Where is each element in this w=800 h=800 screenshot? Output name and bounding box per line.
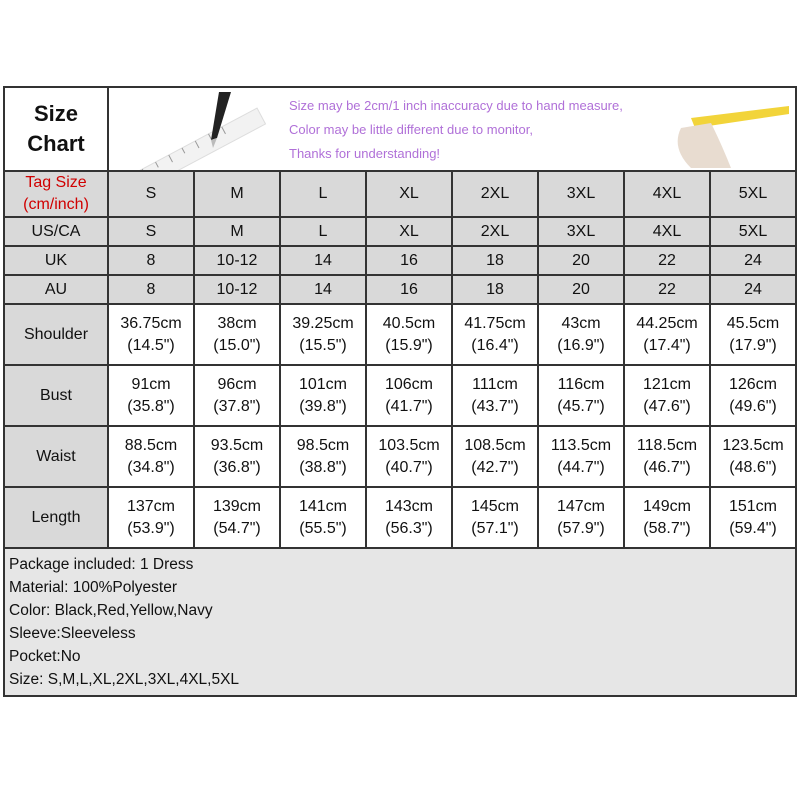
- cell-value: 20: [572, 280, 590, 298]
- measurement-row: [4, 487, 796, 548]
- notice-line: Color may be little different due to monitor,: [289, 122, 533, 137]
- table-cell: [280, 487, 366, 548]
- inch-value: (57.1"): [471, 519, 519, 537]
- inch-value: (17.9"): [729, 336, 777, 354]
- inch-value: (44.7"): [557, 458, 605, 476]
- table-cell: [538, 365, 624, 426]
- cm-value: 43cm: [561, 314, 601, 332]
- inch-value: (15.5"): [299, 336, 347, 354]
- cell-value: 16: [400, 280, 418, 298]
- note-line: Sleeve:Sleeveless: [9, 625, 136, 642]
- table-cell: [194, 365, 280, 426]
- pencil-ruler-icon: [119, 88, 279, 170]
- row-label-cell: [4, 275, 108, 304]
- inch-value: (16.4"): [471, 336, 519, 354]
- size-value: L: [318, 185, 328, 202]
- inch-value: (59.4"): [729, 519, 777, 537]
- cell-value: 22: [658, 251, 676, 269]
- table-cell: [280, 275, 366, 304]
- table-cell: [194, 304, 280, 365]
- table-cell: [280, 217, 366, 246]
- size-value: XL: [399, 185, 419, 202]
- inch-value: (58.7"): [643, 519, 691, 537]
- size-header-cell: [194, 171, 280, 217]
- inch-value: (17.4"): [643, 336, 691, 354]
- table-cell: [452, 275, 538, 304]
- row-label-cell: [4, 217, 108, 246]
- row-label: US/CA: [31, 222, 81, 240]
- table-cell: [710, 275, 796, 304]
- size-header-cell: [624, 171, 710, 217]
- cell-value: 16: [400, 251, 418, 269]
- cell-value: 2XL: [480, 222, 510, 240]
- table-cell: [280, 304, 366, 365]
- size-chart-title: [4, 87, 108, 171]
- measurement-row: [4, 426, 796, 487]
- cm-value: 91cm: [131, 375, 171, 393]
- table-cell: [538, 304, 624, 365]
- cm-value: 38cm: [217, 314, 257, 332]
- cm-value: 98.5cm: [296, 436, 350, 454]
- inch-value: (36.8"): [213, 458, 261, 476]
- inch-value: (43.7"): [471, 397, 519, 415]
- cell-value: 24: [744, 280, 762, 298]
- cm-value: 103.5cm: [378, 436, 440, 454]
- table-cell: [452, 304, 538, 365]
- row-label: AU: [44, 280, 68, 298]
- note-line: Color: Black,Red,Yellow,Navy: [9, 602, 213, 619]
- table-cell: [624, 275, 710, 304]
- note-line: Pocket:No: [9, 648, 81, 665]
- inch-value: (40.7"): [385, 458, 433, 476]
- size-value: 2XL: [480, 185, 510, 202]
- measurement-row: [4, 365, 796, 426]
- size-value: 3XL: [566, 185, 596, 202]
- row-label: Bust: [39, 386, 72, 404]
- cell-value: 18: [486, 251, 504, 269]
- tag-label: (cm/inch): [23, 196, 89, 213]
- inch-value: (38.8"): [299, 458, 347, 476]
- cm-value: 116cm: [557, 375, 605, 393]
- table-cell: [452, 426, 538, 487]
- cm-value: 108.5cm: [464, 436, 526, 454]
- cell-value: 18: [486, 280, 504, 298]
- cm-value: 141cm: [298, 497, 348, 515]
- table-cell: [710, 487, 796, 548]
- cm-value: 40.5cm: [382, 314, 436, 332]
- inch-value: (14.5"): [127, 336, 175, 354]
- inch-value: (57.9"): [557, 519, 605, 537]
- inch-value: (53.9"): [127, 519, 175, 537]
- cm-value: 137cm: [126, 497, 176, 515]
- notice-banner: [108, 87, 796, 171]
- cell-value: 5XL: [738, 222, 768, 240]
- row-label-cell: [4, 246, 108, 275]
- table-cell: [280, 246, 366, 275]
- inch-value: (54.7"): [213, 519, 261, 537]
- cell-value: 14: [314, 280, 332, 298]
- table-cell: [538, 217, 624, 246]
- cm-value: 111cm: [472, 375, 518, 393]
- table-cell: [452, 487, 538, 548]
- table-cell: [538, 426, 624, 487]
- header-row: [4, 87, 796, 171]
- cell-value: 8: [146, 251, 156, 269]
- cm-value: 121cm: [642, 375, 692, 393]
- table-cell: [538, 487, 624, 548]
- tag-size-label: [4, 171, 108, 217]
- notice-line: Thanks for understanding!: [289, 146, 441, 161]
- table-cell: [624, 426, 710, 487]
- cm-value: 143cm: [384, 497, 434, 515]
- inch-value: (46.7"): [643, 458, 691, 476]
- cm-value: 139cm: [212, 497, 262, 515]
- tag-label: Tag Size: [25, 174, 87, 191]
- cell-value: L: [318, 222, 328, 240]
- table-cell: [710, 217, 796, 246]
- table-cell: [538, 275, 624, 304]
- inch-value: (41.7"): [385, 397, 433, 415]
- cm-value: 96cm: [217, 375, 257, 393]
- cell-value: 20: [572, 251, 590, 269]
- note-line: Material: 100%Polyester: [9, 579, 177, 596]
- table-cell: [280, 426, 366, 487]
- cm-value: 149cm: [642, 497, 692, 515]
- table-cell: [366, 304, 452, 365]
- tag-size-row: [4, 171, 796, 217]
- table-cell: [710, 365, 796, 426]
- conversion-row: [4, 217, 796, 246]
- table-cell: [108, 246, 194, 275]
- cm-value: 147cm: [556, 497, 606, 515]
- cm-value: 93.5cm: [210, 436, 264, 454]
- table-cell: [194, 426, 280, 487]
- table-cell: [624, 246, 710, 275]
- table-cell: [624, 487, 710, 548]
- inch-value: (56.3"): [385, 519, 433, 537]
- table-cell: [108, 304, 194, 365]
- cell-value: 10-12: [216, 280, 258, 298]
- table-cell: [108, 365, 194, 426]
- inch-value: (16.9"): [557, 336, 605, 354]
- cm-value: 113.5cm: [550, 436, 612, 454]
- cm-value: 106cm: [384, 375, 434, 393]
- row-label-cell: [4, 487, 108, 548]
- row-label: UK: [44, 251, 68, 269]
- row-label-cell: [4, 304, 108, 365]
- table-cell: [538, 246, 624, 275]
- size-value: M: [230, 185, 244, 202]
- table-cell: [366, 217, 452, 246]
- cm-value: 36.75cm: [120, 314, 182, 332]
- inch-value: (55.5"): [299, 519, 347, 537]
- cm-value: 45.5cm: [726, 314, 780, 332]
- cm-value: 101cm: [298, 375, 348, 393]
- table-cell: [710, 304, 796, 365]
- table-cell: [366, 487, 452, 548]
- inch-value: (37.8"): [213, 397, 261, 415]
- inch-value: (42.7"): [471, 458, 519, 476]
- table-cell: [366, 426, 452, 487]
- table-cell: [624, 304, 710, 365]
- table-cell: [366, 275, 452, 304]
- table-cell: [108, 275, 194, 304]
- inch-value: (15.0"): [213, 336, 261, 354]
- cell-value: M: [230, 222, 244, 240]
- cell-value: XL: [399, 222, 419, 240]
- table-cell: [452, 365, 538, 426]
- conversion-row: [4, 275, 796, 304]
- row-label: Shoulder: [23, 325, 89, 343]
- cm-value: 126cm: [728, 375, 778, 393]
- table-cell: [194, 217, 280, 246]
- size-header-cell: [538, 171, 624, 217]
- inch-value: (48.6"): [729, 458, 777, 476]
- table-cell: [280, 365, 366, 426]
- table-cell: [710, 426, 796, 487]
- cell-value: 8: [146, 280, 156, 298]
- note-line: Size: S,M,L,XL,2XL,3XL,4XL,5XL: [9, 671, 240, 688]
- notice-text: [289, 94, 623, 166]
- cm-value: 145cm: [470, 497, 520, 515]
- cm-value: 39.25cm: [292, 314, 354, 332]
- cm-value: 151cm: [728, 497, 778, 515]
- table-cell: [452, 246, 538, 275]
- table-cell: [194, 275, 280, 304]
- size-chart: [3, 86, 797, 697]
- title-line: Chart: [27, 131, 85, 156]
- cell-value: 4XL: [652, 222, 682, 240]
- table-cell: [624, 365, 710, 426]
- inch-value: (45.7"): [557, 397, 605, 415]
- row-label: Length: [31, 508, 81, 526]
- inch-value: (47.6"): [643, 397, 691, 415]
- conversion-row: [4, 246, 796, 275]
- note-line: Package included: 1 Dress: [9, 556, 194, 573]
- inch-value: (15.9"): [385, 336, 433, 354]
- size-header-cell: [108, 171, 194, 217]
- row-label-cell: [4, 365, 108, 426]
- table-cell: [452, 217, 538, 246]
- cm-value: 123.5cm: [722, 436, 784, 454]
- cell-value: 14: [314, 251, 332, 269]
- row-label: Waist: [36, 447, 76, 465]
- cell-value: 3XL: [566, 222, 596, 240]
- cm-value: 118.5cm: [636, 436, 698, 454]
- cell-value: 10-12: [216, 251, 258, 269]
- table-cell: [194, 487, 280, 548]
- size-header-cell: [366, 171, 452, 217]
- table-cell: [108, 487, 194, 548]
- row-label-cell: [4, 426, 108, 487]
- size-value: 4XL: [652, 185, 682, 202]
- cell-value: 24: [744, 251, 762, 269]
- table-cell: [108, 217, 194, 246]
- table-cell: [710, 246, 796, 275]
- cm-value: 88.5cm: [124, 436, 178, 454]
- hand-measuring-tape-icon: [651, 88, 791, 170]
- size-value: S: [145, 185, 157, 202]
- cm-value: 44.25cm: [636, 314, 698, 332]
- inch-value: (35.8"): [127, 397, 175, 415]
- table-cell: [624, 217, 710, 246]
- title-line: Size: [33, 101, 79, 126]
- cm-value: 41.75cm: [464, 314, 526, 332]
- product-notes: [3, 549, 797, 697]
- size-value: 5XL: [738, 185, 768, 202]
- inch-value: (34.8"): [127, 458, 175, 476]
- cell-value: S: [145, 222, 157, 240]
- notice-line: Size may be 2cm/1 inch inaccuracy due to hand measure,: [289, 98, 623, 113]
- table-cell: [194, 246, 280, 275]
- inch-value: (39.8"): [299, 397, 347, 415]
- table-cell: [366, 246, 452, 275]
- size-header-cell: [452, 171, 538, 217]
- inch-value: (49.6"): [729, 397, 777, 415]
- measurement-row: [4, 304, 796, 365]
- cell-value: 22: [658, 280, 676, 298]
- table-cell: [366, 365, 452, 426]
- size-header-cell: [710, 171, 796, 217]
- size-header-cell: [280, 171, 366, 217]
- table-cell: [108, 426, 194, 487]
